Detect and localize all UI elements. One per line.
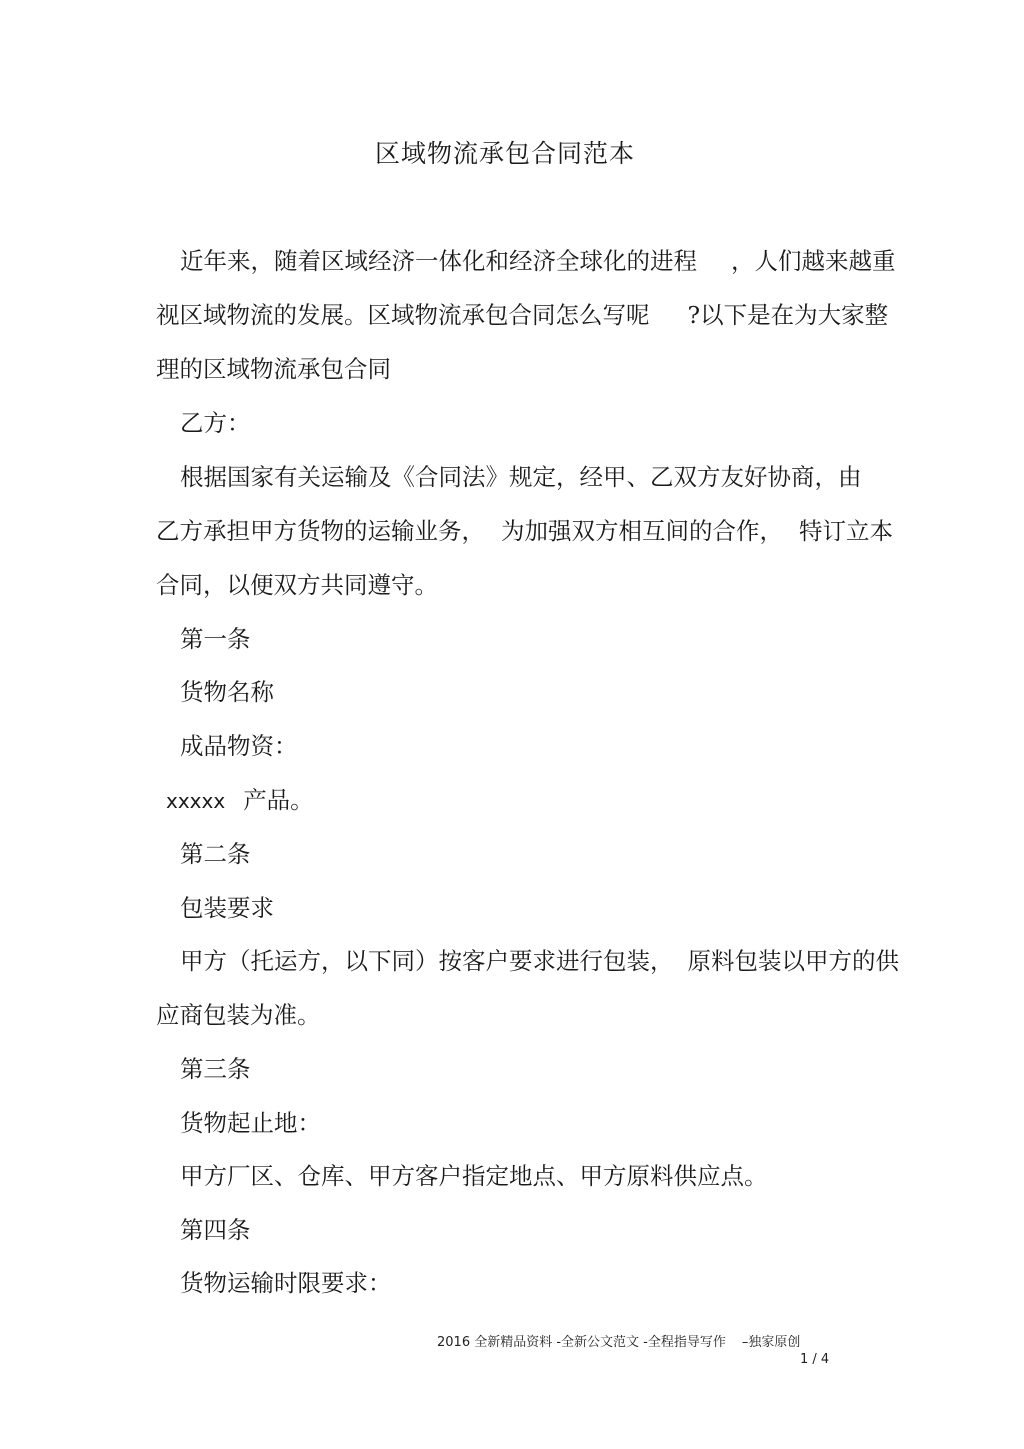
preamble-line-2 (156, 516, 893, 546)
article-2-name: 包装要求 (180, 894, 274, 922)
intro-line-2 (156, 300, 888, 330)
article-3-text: 甲方厂区、仓库、甲方客户指定地点、甲方原料供应点。 (180, 1162, 768, 1190)
intro-line-1 (180, 246, 896, 276)
article-3-heading: 第三条 (180, 1055, 251, 1083)
article-2-line-1-a: 甲方（托运方，以下同）按客户要求进行包装， (180, 947, 674, 975)
product-suffix: 产品。 (243, 786, 314, 814)
article-1-name: 货物名称 (180, 678, 274, 706)
preamble-line-2-c: 特订立本 (799, 517, 893, 545)
article-2-line-1-b: 原料包装以甲方的供 (687, 947, 899, 975)
article-2-heading: 第二条 (180, 840, 251, 868)
intro-line-1-a: 近年来，随着区域经济一体化和经济全球化的进程 (180, 247, 697, 275)
preamble-line-3: 合同，以便双方共同遵守。 (156, 571, 438, 599)
article-2-line-2: 应商包装为准。 (156, 1001, 321, 1029)
document-title: 区域物流承包合同范本 (374, 139, 635, 168)
article-2-line-1 (180, 946, 899, 976)
preamble-line-2-a: 乙方承担甲方货物的运输业务， (156, 517, 485, 545)
article-1-heading: 第一条 (180, 625, 251, 653)
product-code: xxxxx (166, 789, 226, 813)
intro-line-1-b: ，人们越来越重 (731, 247, 896, 275)
footer-slogan (437, 1331, 800, 1350)
article-1-label: 成品物资： (180, 732, 298, 760)
article-4-name: 货物运输时限要求： (180, 1269, 392, 1297)
footer-slogan-b: –独家原创 (741, 1335, 801, 1350)
preamble-line-2-b: 为加强双方相互间的合作， (501, 517, 783, 545)
page-number: 1 / 4 (800, 1352, 830, 1367)
intro-line-2-a: 视区域物流的发展。区域物流承包合同怎么写呢 (156, 301, 650, 329)
party-b-label: 乙方： (180, 409, 251, 437)
article-1-product (166, 785, 314, 816)
footer-slogan-a: 2016 全新精品资料 -全新公文范文 -全程指导写作 (437, 1335, 726, 1350)
preamble-line-1: 根据国家有关运输及《合同法》规定，经甲、乙双方友好协商，由 (180, 463, 862, 491)
intro-line-2-b: ?以下是在为大家整 (687, 301, 889, 329)
article-4-heading: 第四条 (180, 1216, 251, 1244)
intro-line-3: 理的区域物流承包合同 (156, 355, 391, 383)
article-3-name: 货物起止地： (180, 1109, 321, 1137)
